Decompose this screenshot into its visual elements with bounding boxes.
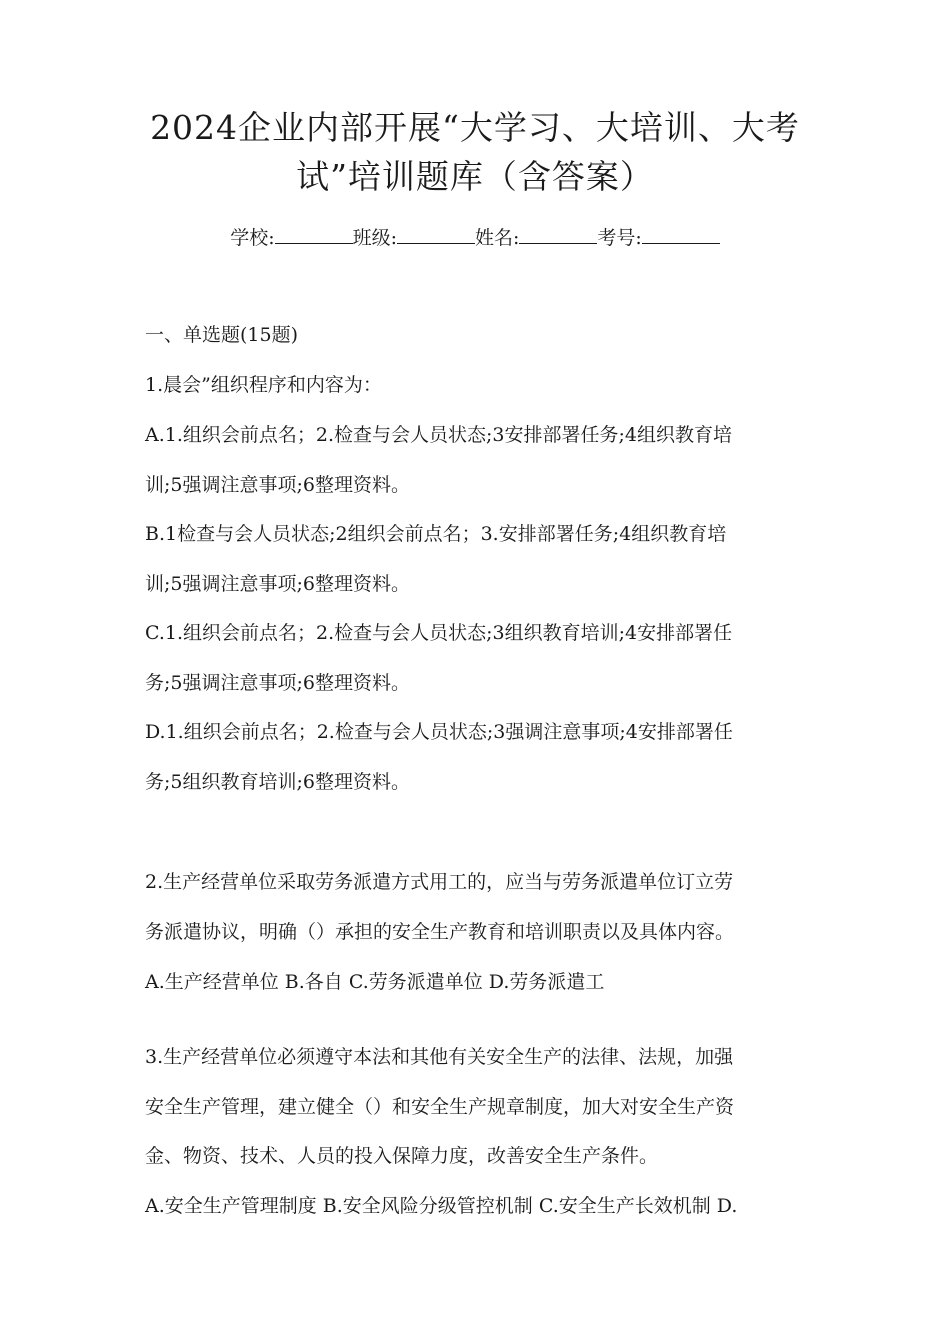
question-1-stem: 1.晨会”组织程序和内容为： xyxy=(145,374,382,396)
name-label: 姓名: xyxy=(475,227,520,249)
question-3-stem-line: 金、物资、技术、人员的投入保障力度，改善安全生产条件。 xyxy=(145,1145,659,1167)
section-heading: 一、单选题(15题) xyxy=(145,324,299,346)
name-blank xyxy=(519,225,597,244)
document-title-line-1: 2024企业内部开展“大学习、大培训、大考 xyxy=(150,108,800,147)
question-1-option-line: 务;5强调注意事项;6整理资料。 xyxy=(145,672,410,694)
question-1-option-line: D.1.组织会前点名；2.检查与会人员状态;3强调注意事项;4安排部署任 xyxy=(145,721,733,743)
question-3-stem-line: 安全生产管理，建立健全（）和安全生产规章制度，加大对安全生产资 xyxy=(145,1096,735,1118)
class-blank xyxy=(397,225,475,244)
question-3-stem-line: 3.生产经营单位必须遵守本法和其他有关安全生产的法律、法规，加强 xyxy=(145,1046,734,1068)
question-2-stem-line: 务派遣协议，明确（）承担的安全生产教育和培训职责以及具体内容。 xyxy=(145,921,735,943)
school-label: 学校: xyxy=(230,227,275,249)
question-1-option-line: C.1.组织会前点名；2.检查与会人员状态;3组织教育培训;4安排部署任 xyxy=(145,622,733,644)
question-1-option-line: B.1检查与会人员状态;2组织会前点名；3.安排部署任务;4组织教育培 xyxy=(145,523,727,545)
exam-number-blank xyxy=(642,225,720,244)
exam-number-label: 考号: xyxy=(597,227,642,249)
student-info-line xyxy=(0,223,950,253)
question-1-option-line: A.1.组织会前点名；2.检查与会人员状态;3安排部署任务;4组织教育培 xyxy=(145,424,732,446)
question-1-option-line: 训;5强调注意事项;6整理资料。 xyxy=(145,474,410,496)
question-3-options: A.安全生产管理制度 B.安全风险分级管控机制 C.安全生产长效机制 D. xyxy=(145,1195,738,1217)
class-label: 班级: xyxy=(352,227,397,249)
question-2-stem-line: 2.生产经营单位采取劳务派遣方式用工的，应当与劳务派遣单位订立劳 xyxy=(145,871,734,893)
school-blank xyxy=(275,225,353,244)
question-2-options: A.生产经营单位 B.各自 C.劳务派遣单位 D.劳务派遣工 xyxy=(145,971,605,993)
question-1-option-line: 训;5强调注意事项;6整理资料。 xyxy=(145,573,410,595)
question-1-option-line: 务;5组织教育培训;6整理资料。 xyxy=(145,771,410,793)
document-title-line-2: 试”培训题库（含答案） xyxy=(296,157,654,196)
